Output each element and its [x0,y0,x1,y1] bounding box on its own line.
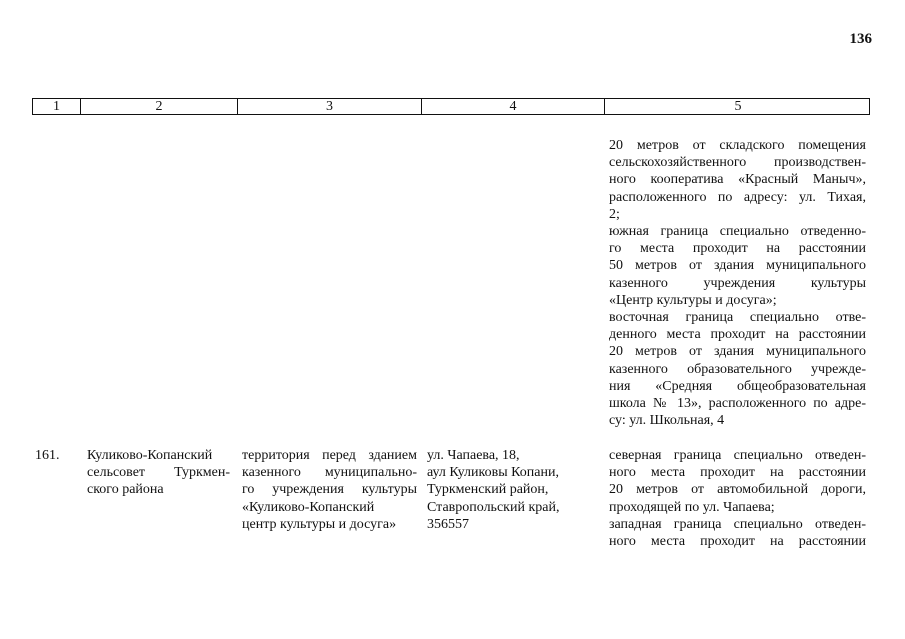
page-number: 136 [849,31,872,47]
text-line: северная граница специально отведен- [609,448,866,463]
text-line: го учреждения культуры [242,482,417,498]
header-col-1: 1 [53,99,60,114]
header-col-2: 2 [80,99,237,114]
text-line: западная граница специально отведен- [609,516,866,532]
row-161-col5 [609,447,866,550]
text-line: казенного муниципально- [242,465,417,481]
text-line: ного места проходит на расстоянии [609,534,866,550]
text-line: «Куликово-Копанский [242,499,375,515]
text-line: расположенного по адресу: ул. Тихая, [609,189,866,205]
text-line: южная граница специально отведенно- [609,224,866,240]
text-line: ния «Средняя общеобразовательная [609,378,866,394]
text-line: Туркменский район, [427,482,549,498]
text-line: территория перед зданием [242,448,417,463]
row-161-col4 [427,447,597,533]
text-line: ного кооператива «Красный Маныч», [609,172,866,188]
text-line: восточная граница специально отве- [609,310,866,326]
text-line: «Центр культуры и досуга»; [609,292,777,308]
text-line: ского района [87,482,164,498]
text-line: ул. Чапаева, 18, [427,448,520,463]
text-line: казенного образовательного учрежде- [609,361,866,377]
text-line: школа № 13», расположенного по адре- [609,396,866,412]
text-line: 20 метров от здания муниципального [609,344,866,360]
text-line: центр культуры и досуга» [242,516,397,532]
continuation-col5-text [609,137,866,429]
header-col-3: 3 [237,99,421,114]
row-161-col2 [87,447,230,499]
text-line: го места проходит на расстоянии [609,241,866,257]
text-line: Куликово-Копанский [87,448,213,463]
text-line: сельсовет Туркмен- [87,465,230,481]
row-161-col3 [242,447,417,533]
text-line: казенного учреждения культуры [609,275,866,291]
text-line: сельскохозяйственного производствен- [609,155,866,171]
text-line: 50 метров от здания муниципального [609,258,866,274]
text-line: ного места проходит на расстоянии [609,465,866,481]
text-line: аул Куликовы Копани, [427,465,559,481]
text-line: проходящей по ул. Чапаева; [609,499,775,515]
text-line: 356557 [427,516,469,532]
text-line: 2; [609,206,620,222]
table-header-row [32,98,870,115]
text-line: Ставропольский край, [427,499,560,515]
text-line: 20 метров от складского помещения [609,138,866,153]
row-161-number: 161. [35,448,60,463]
text-line: денного места проходит на расстоянии [609,327,866,343]
text-line: су: ул. Школьная, 4 [609,413,725,429]
header-col-4: 4 [421,99,604,114]
text-line: 20 метров от автомобильной дороги, [609,482,866,498]
header-col-5: 5 [604,99,871,114]
